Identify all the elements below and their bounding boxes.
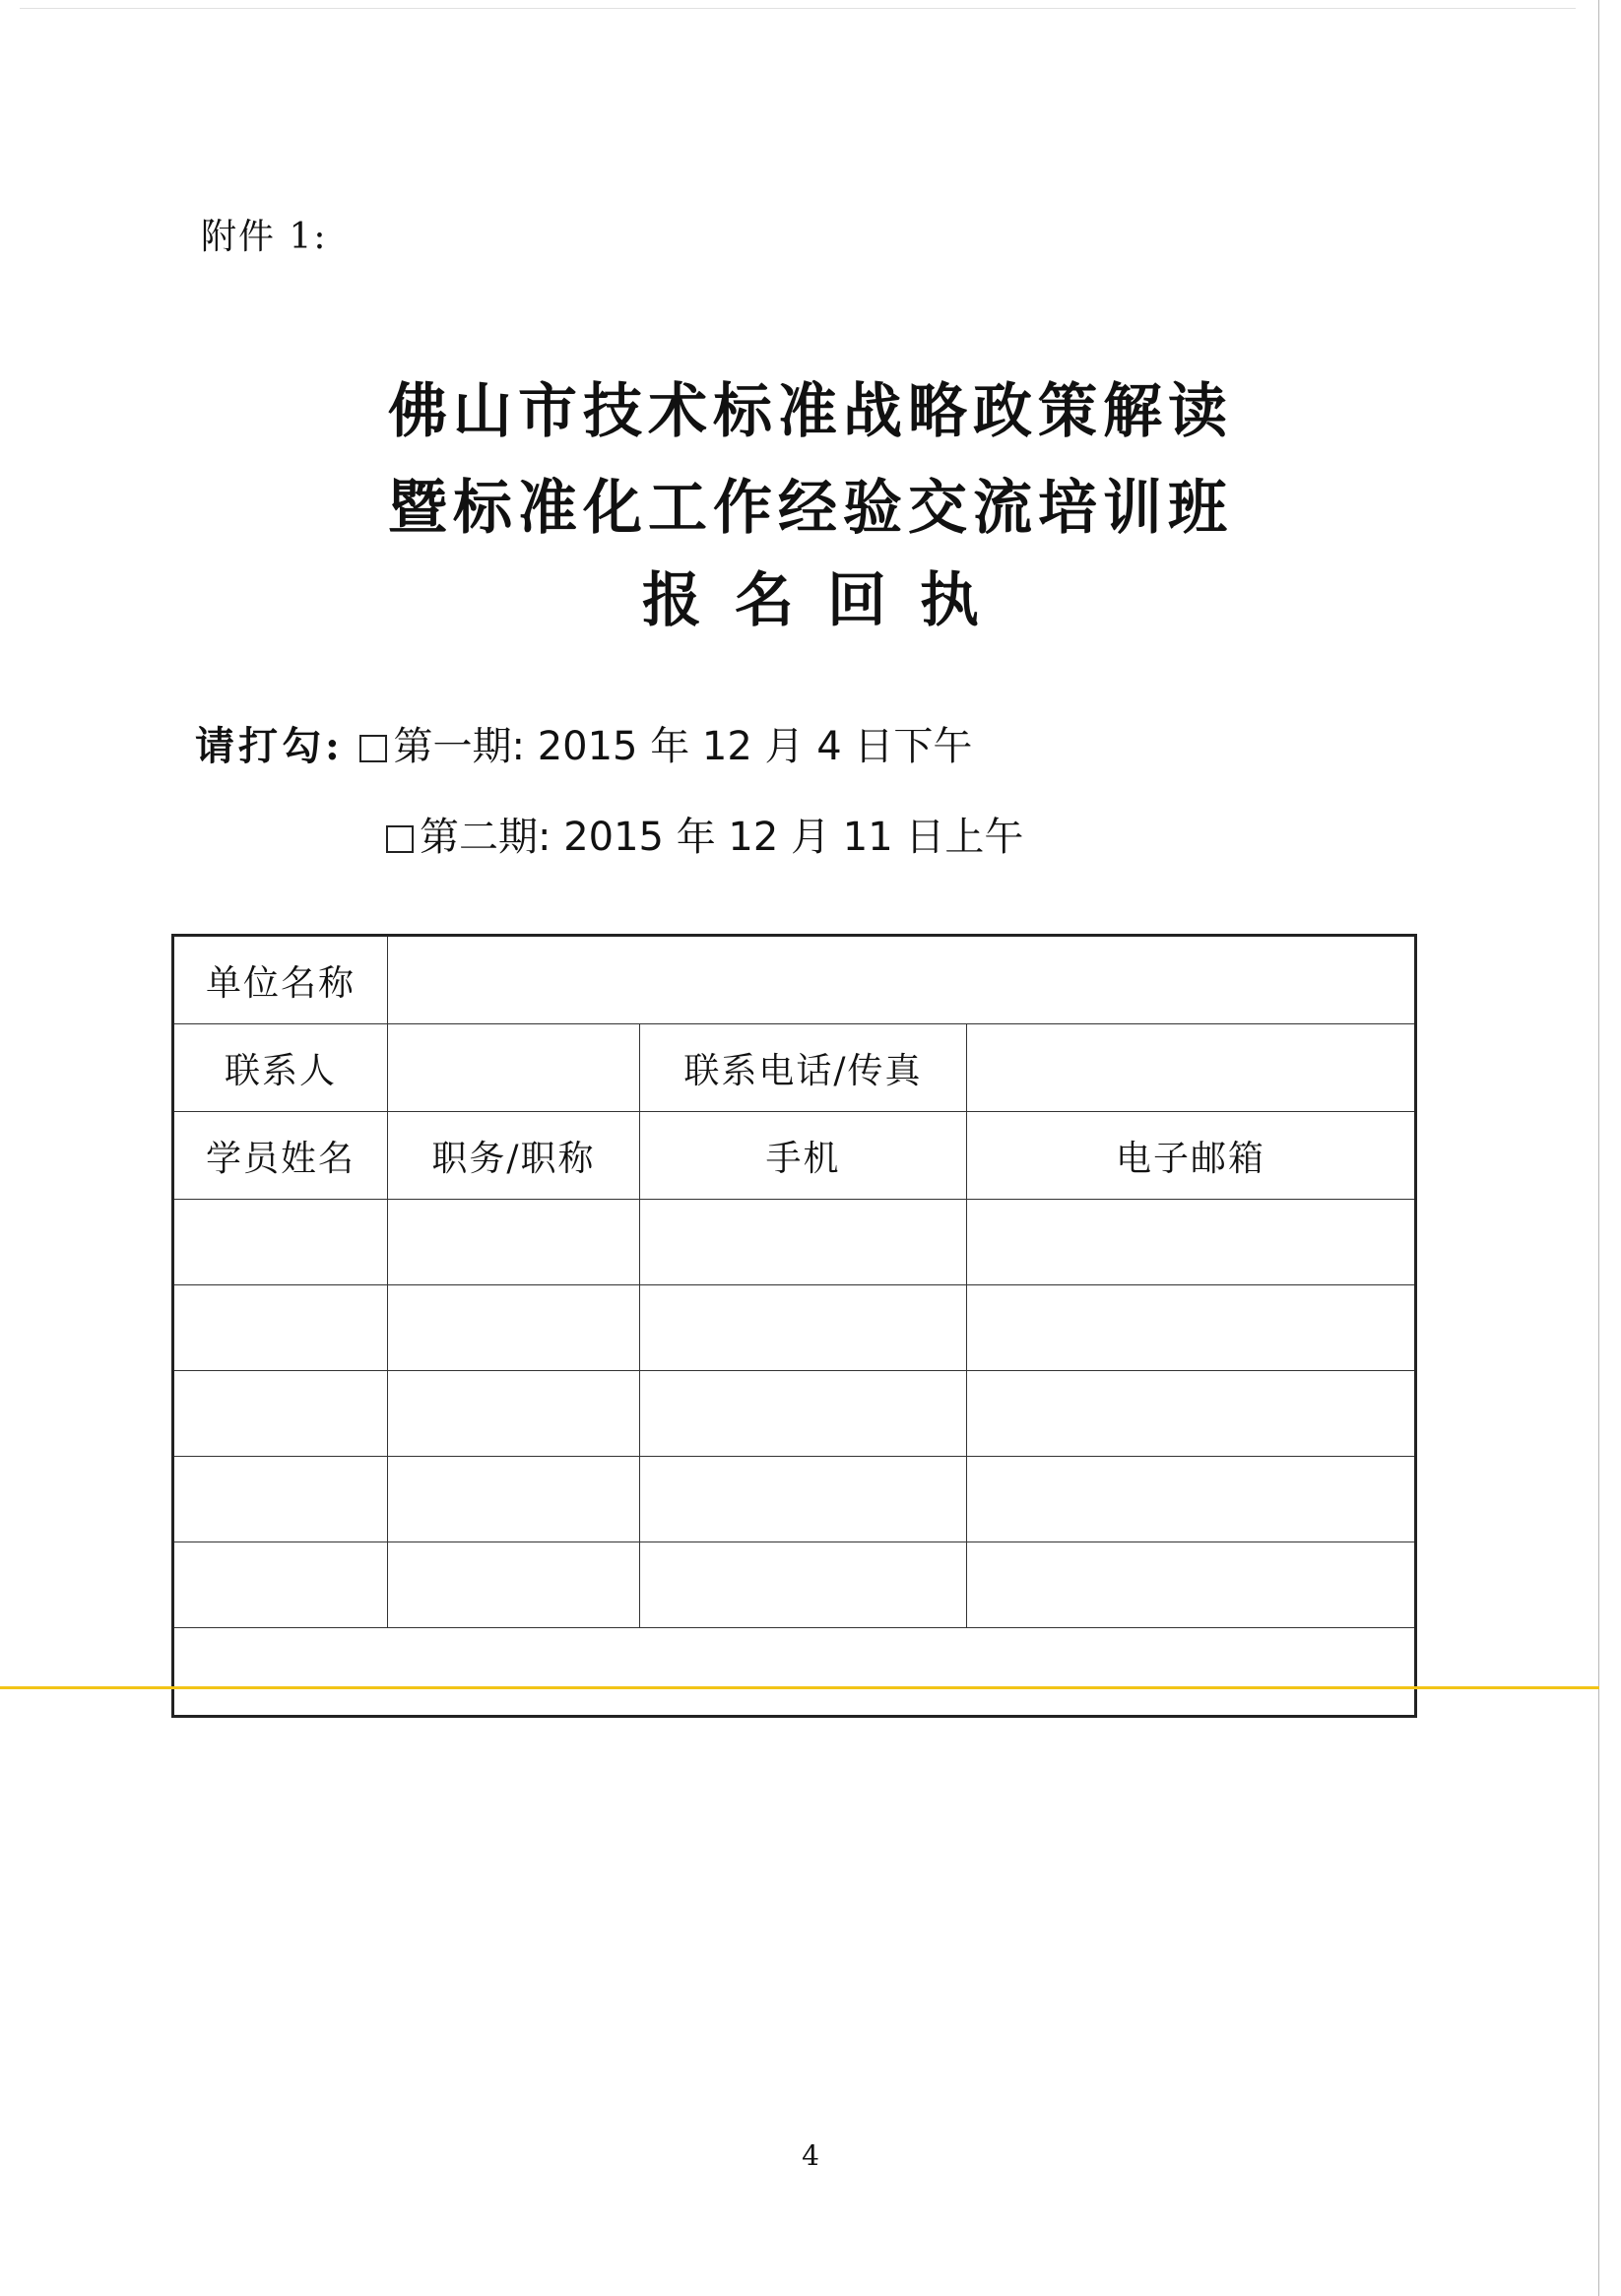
title-line-2: 暨标准化工作经验交流培训班 <box>388 474 1233 543</box>
highlight-line <box>0 1686 1599 1689</box>
trainee-mobile-cell[interactable] <box>640 1285 967 1371</box>
contact-label: 联系人 <box>173 1024 388 1112</box>
table-row <box>173 1371 1416 1457</box>
trainee-title-cell[interactable] <box>388 1542 640 1628</box>
trainee-name-cell[interactable] <box>173 1457 388 1542</box>
trainee-mobile-cell[interactable] <box>640 1542 967 1628</box>
registration-form-table <box>171 934 1417 1718</box>
trainee-mobile-cell[interactable] <box>640 1200 967 1285</box>
contact-input[interactable] <box>388 1024 640 1112</box>
table-row <box>173 1285 1416 1371</box>
session-1-date: 2015 年 12 月 4 日下午 <box>537 724 973 769</box>
table-row <box>173 1457 1416 1542</box>
table-footer-row <box>173 1628 1416 1717</box>
trainee-title-cell[interactable] <box>388 1285 640 1371</box>
trainee-email-cell[interactable] <box>967 1542 1416 1628</box>
session-prompt: 请打勾: <box>195 723 344 769</box>
org-name-input[interactable] <box>388 936 1416 1024</box>
org-name-label: 单位名称 <box>173 936 388 1024</box>
trainee-email-cell[interactable] <box>967 1285 1416 1371</box>
table-row <box>173 1542 1416 1628</box>
trainee-title-cell[interactable] <box>388 1371 640 1457</box>
session-2-checkbox[interactable] <box>386 825 414 853</box>
trainee-mobile-cell[interactable] <box>640 1371 967 1457</box>
title-line-3: 报名回执 <box>642 566 1012 635</box>
page-edge-top <box>20 8 1576 9</box>
trainee-mobile-cell[interactable] <box>640 1457 967 1542</box>
trainee-name-cell[interactable] <box>173 1285 388 1371</box>
col-header-email: 电子邮箱 <box>967 1112 1416 1200</box>
trainee-email-cell[interactable] <box>967 1200 1416 1285</box>
table-row <box>173 1200 1416 1285</box>
trainee-name-cell[interactable] <box>173 1200 388 1285</box>
col-header-mobile: 手机 <box>640 1112 967 1200</box>
trainee-email-cell[interactable] <box>967 1371 1416 1457</box>
session-2-date: 2015 年 12 月 11 日上午 <box>563 815 1024 860</box>
title-line-1: 佛山市技术标准战略政策解读 <box>388 377 1233 446</box>
attachment-label: 附件 1: <box>201 217 328 257</box>
trainee-email-cell[interactable] <box>967 1457 1416 1542</box>
phone-fax-label: 联系电话/传真 <box>640 1024 967 1112</box>
session-1-checkbox[interactable] <box>359 735 387 762</box>
page-number: 4 <box>802 2139 819 2172</box>
col-header-title: 职务/职称 <box>388 1112 640 1200</box>
session-2-label: 第二期: <box>420 815 551 860</box>
trainee-title-cell[interactable] <box>388 1457 640 1542</box>
session-option-2 <box>382 806 1023 862</box>
session-1-label: 第一期: <box>393 724 525 769</box>
contact-row <box>173 1024 1416 1112</box>
trainee-title-cell[interactable] <box>388 1200 640 1285</box>
trainee-name-cell[interactable] <box>173 1371 388 1457</box>
page-edge-right <box>1598 0 1599 2296</box>
phone-fax-input[interactable] <box>967 1024 1416 1112</box>
trainee-name-cell[interactable] <box>173 1542 388 1628</box>
org-name-row <box>173 936 1416 1024</box>
trainee-header-row <box>173 1112 1416 1200</box>
session-option-1 <box>195 715 972 771</box>
table-footer-cell[interactable] <box>173 1628 1416 1717</box>
col-header-name: 学员姓名 <box>173 1112 388 1200</box>
